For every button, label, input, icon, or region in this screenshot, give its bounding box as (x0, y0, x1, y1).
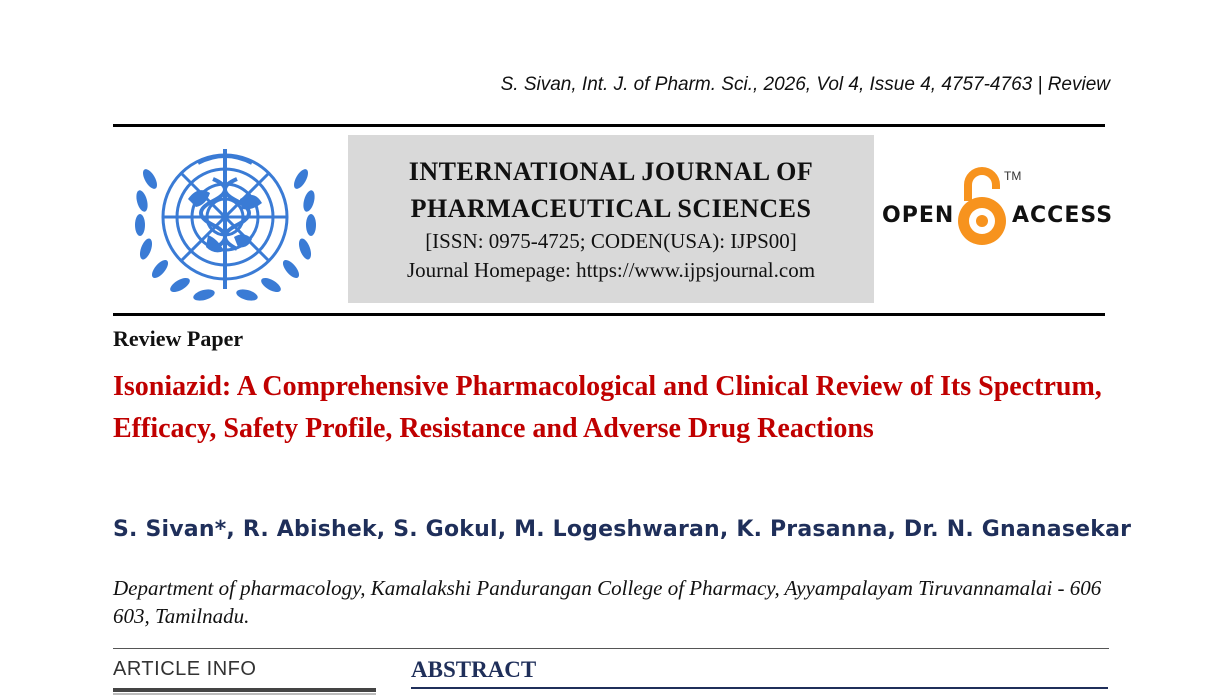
open-access-logo (880, 165, 1114, 255)
caduceus-globe-emblem-icon (128, 139, 323, 305)
open-lock-icon (954, 165, 1010, 251)
header-rule-top (113, 124, 1105, 127)
journal-issn: [ISSN: 0975-4725; CODEN(USA): IJPS00] (425, 229, 797, 253)
abstract-heading: ABSTRACT (411, 657, 537, 682)
journal-title (348, 153, 874, 227)
section-divider (113, 648, 1109, 649)
author-affiliation: Department of pharmacology, Kamalakshi Pandurangan College of Pharmacy, Ayyampalayam Tiruvannamalai - 606 603, Tamilnadu. (113, 576, 1102, 628)
journal-title-line2: PHARMACEUTICAL SCIENCES (410, 194, 812, 223)
article-info-underline (113, 688, 376, 692)
article-info-heading: ARTICLE INFO (113, 658, 257, 680)
citation-line: S. Sivan, Int. J. of Pharm. Sci., 2026, Vol 4, Issue 4, 4757-4763 | Review (500, 74, 1110, 95)
open-access-word-open: OPEN (882, 203, 955, 228)
journal-title-line1: INTERNATIONAL JOURNAL OF (408, 157, 814, 186)
paper-type-label: Review Paper (113, 326, 244, 351)
abstract-underline (411, 687, 1108, 689)
trademark-mark: TM (1004, 169, 1022, 183)
header-rule-bottom (113, 313, 1105, 316)
open-access-word-access: ACCESS (1012, 203, 1114, 228)
journal-header-box (348, 135, 874, 303)
journal-homepage: Journal Homepage: https://www.ijpsjournal.com (406, 258, 816, 282)
author-list: S. Sivan*, R. Abishek, S. Gokul, M. Logeshwaran, K. Prasanna, Dr. N. Gnanasekar (113, 517, 1132, 542)
paper-title: Isoniazid: A Comprehensive Pharmacological and Clinical Review of Its Spectrum, Efficacy, Safety Profile, Resistance and Adverse Drug Reactions (113, 371, 1102, 444)
